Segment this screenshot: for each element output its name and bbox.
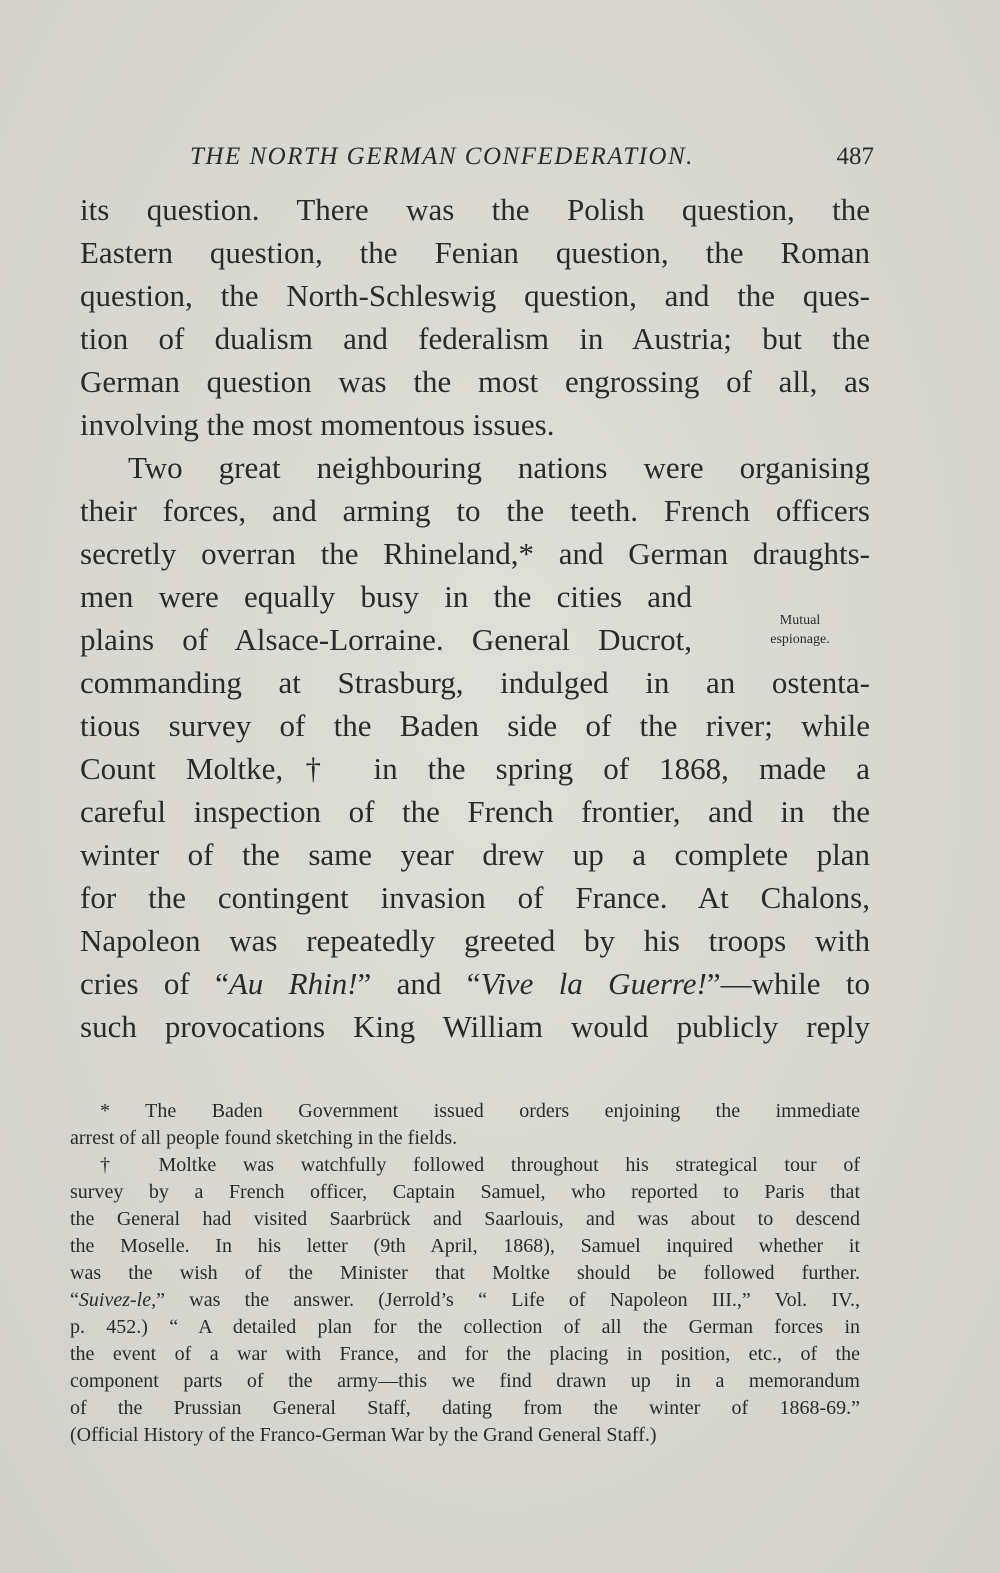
text-line: involving the most momentous issues.	[80, 407, 555, 442]
text-run: ” was the answer. (Jerrold’s “ Life of Napoleon III.,” Vol. IV.,	[156, 1289, 860, 1311]
text-line: secretly overran the Rhineland,* and German draughts-	[80, 536, 870, 571]
running-title: THE NORTH GERMAN CONFEDERATION.	[190, 143, 694, 170]
text-line: Eastern question, the Fenian question, the Roman	[80, 235, 870, 270]
text-line: question, the North-Schleswig question, and the ques-	[80, 278, 870, 313]
text-line: its question. There was the Polish question, the	[80, 192, 870, 227]
margin-note-line: espionage.	[770, 632, 830, 647]
footnote-line: the General had visited Saarbrück and Saarlouis, and was about to descend	[70, 1208, 860, 1230]
footnote-line: * The Baden Government issued orders enjoining the immediate	[100, 1100, 860, 1122]
text-line: men were equally busy in the cities and	[80, 579, 692, 614]
footnote-line: survey by a French officer, Captain Samuel, who reported to Paris that	[70, 1181, 860, 1203]
text-line: Two great neighbouring nations were organising	[128, 450, 870, 485]
margin-note-line: Mutual	[779, 613, 821, 628]
text-line: commanding at Strasburg, indulged in an ostenta-	[80, 665, 870, 700]
margin-note	[748, 611, 852, 649]
footnote-line: of the Prussian General Staff, dating from the winter of 1868-69.”	[70, 1397, 860, 1419]
footnote-line: † Moltke was watchfully followed throughout his strategical tour of	[100, 1154, 860, 1176]
footnote-line: p. 452.) “ A detailed plan for the collection of all the German forces in	[70, 1316, 860, 1338]
text-line: careful inspection of the French frontier, and in the	[80, 794, 870, 829]
footnote-line: component parts of the army—this we find drawn up in a memorandum	[70, 1370, 860, 1392]
text-line: for the contingent invasion of France. At Chalons,	[80, 880, 870, 915]
text-run: ” and “	[357, 966, 481, 1001]
text-line: such provocations King William would publicly reply	[80, 1009, 870, 1044]
page-header	[190, 143, 880, 177]
text-run: cries of “	[80, 966, 229, 1001]
text-line: plains of Alsace-Lorraine. General Ducrot,	[80, 622, 692, 657]
footnote-line	[70, 1287, 860, 1313]
text-run: ”—while to	[706, 966, 871, 1001]
italic-phrase: Vive la Guerre!	[480, 966, 707, 1001]
text-line: German question was the most engrossing of all, as	[80, 364, 870, 399]
footnote-line: the Moselle. In his letter (9th April, 1868), Samuel inquired whether it	[70, 1235, 860, 1257]
footnote-line: (Official History of the Franco-German War by the Grand General Staff.)	[70, 1424, 657, 1446]
text-run: “	[70, 1289, 79, 1311]
text-line: tious survey of the Baden side of the river; while	[80, 708, 870, 743]
page-number: 487	[836, 143, 874, 170]
text-line: Count Moltke,† in the spring of 1868, made a	[80, 751, 870, 786]
text-line: winter of the same year drew up a complete plan	[80, 837, 870, 872]
footnote-line: was the wish of the Minister that Moltke should be followed further.	[70, 1262, 860, 1284]
text-line: their forces, and arming to the teeth. French officers	[80, 493, 870, 528]
italic-phrase: Suivez-le,	[78, 1289, 157, 1311]
text-line: Napoleon was repeatedly greeted by his troops with	[80, 923, 870, 958]
text-line	[80, 964, 870, 1004]
footnote-line: the event of a war with France, and for the placing in position, etc., of the	[70, 1343, 860, 1365]
italic-phrase: Au Rhin!	[228, 966, 358, 1001]
text-line: tion of dualism and federalism in Austria; but the	[80, 321, 870, 356]
footnote-line: arrest of all people found sketching in the fields.	[70, 1127, 458, 1149]
